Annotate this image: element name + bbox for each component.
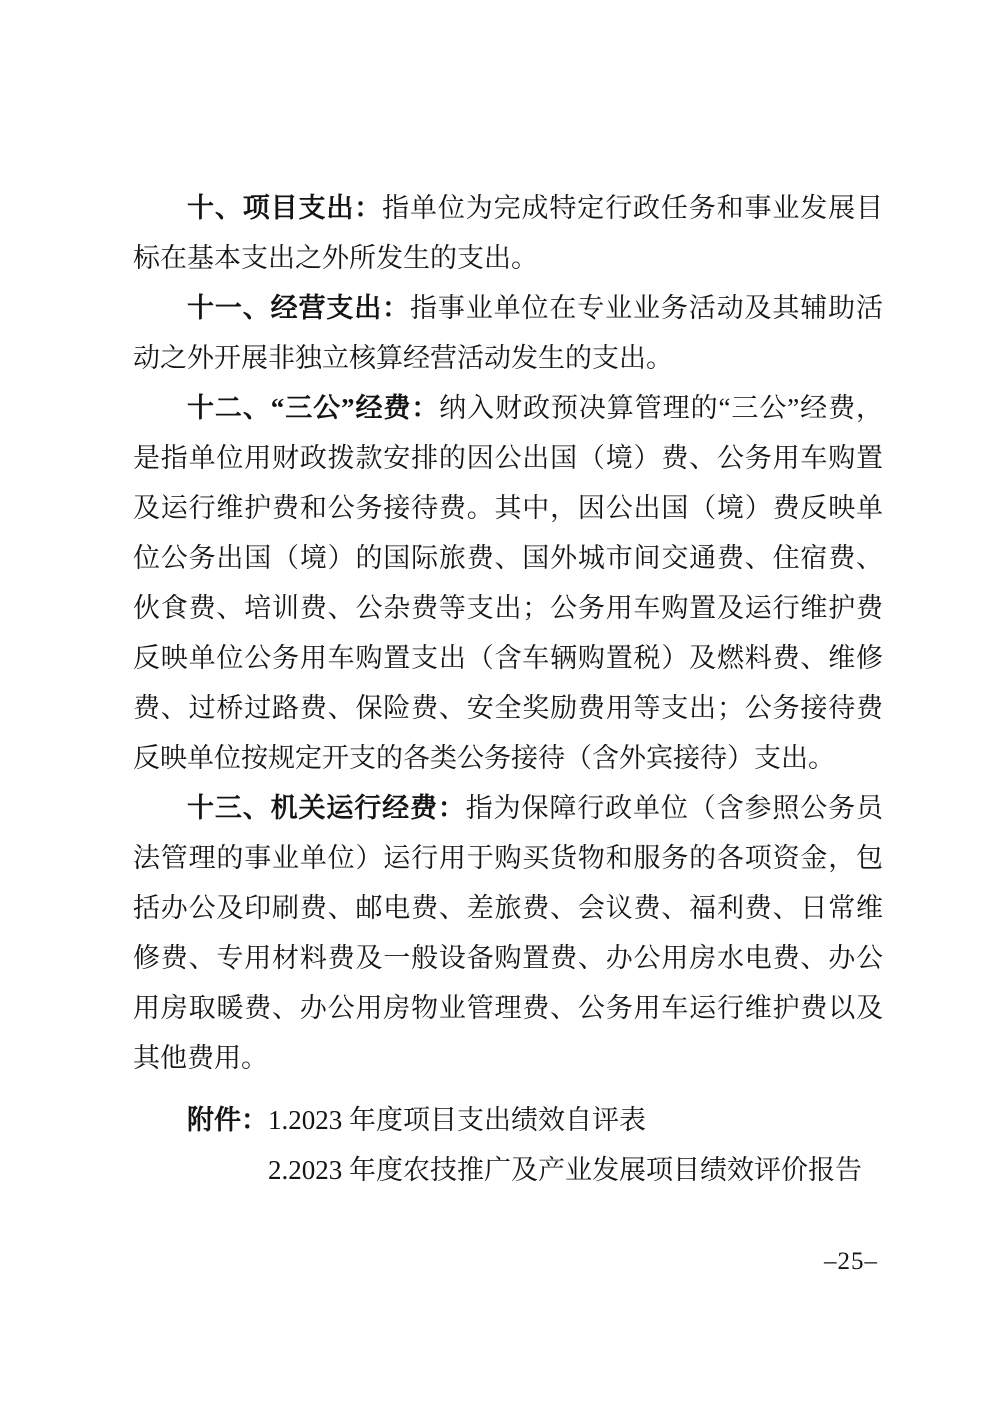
attachment-item-2: 2.2023 年度农技推广及产业发展项目绩效评价报告 [268, 1155, 862, 1185]
paragraph-4 [133, 783, 883, 1083]
document-body [133, 183, 883, 1083]
attachments-section [133, 1095, 913, 1195]
page-number: –25– [824, 1248, 878, 1275]
paragraph-3-label: 十二、“三公”经费： [187, 393, 440, 423]
attachments-label: 附件： [187, 1105, 268, 1135]
paragraph-4-label: 十三、机关运行经费： [187, 793, 466, 823]
paragraph-3-text: 纳入财政预决算管理的“三公”经费，是指单位用财政拨款安排的因公出国（境）费、公务用车购置及运行维护费和公务接待费。其中，因公出国（境）费反映单位公务出国（境）的国际旅费、国外城市间交通费、住宿费、伙食费、培训费、公杂费等支出；公务用车购置及运行维护费反映单位公务用车购置支出（含车辆购置税）及燃料费、维修费、过桥过路费、保险费、安全奖励费用等支出；公务接待费反映单位按规定开支的各类公务接待（含外宾接待）支出。 [133, 393, 884, 773]
attachments-list [268, 1095, 913, 1195]
paragraph-1-text: 指单位为完成特定行政任务和事业发展目标在基本支出之外所发生的支出。 [133, 193, 883, 273]
attachment-item-1: 1.2023 年度项目支出绩效自评表 [268, 1105, 646, 1135]
paragraph-2-text: 指事业单位在专业业务活动及其辅助活动之外开展非独立核算经营活动发生的支出。 [133, 293, 883, 373]
paragraph-3 [133, 383, 883, 783]
paragraph-2 [133, 283, 883, 383]
paragraph-4-text: 指为保障行政单位（含参照公务员法管理的事业单位）运行用于购买货物和服务的各项资金，包括办公及印刷费、邮电费、差旅费、会议费、福利费、日常维修费、专用材料费及一般设备购置费、办公用房水电费、办公用房取暖费、办公用房物业管理费、公务用车运行维护费以及其他费用。 [133, 793, 883, 1073]
paragraph-1 [133, 183, 883, 283]
paragraph-2-label: 十一、经营支出： [187, 293, 410, 323]
paragraph-1-label: 十、项目支出： [187, 193, 383, 223]
